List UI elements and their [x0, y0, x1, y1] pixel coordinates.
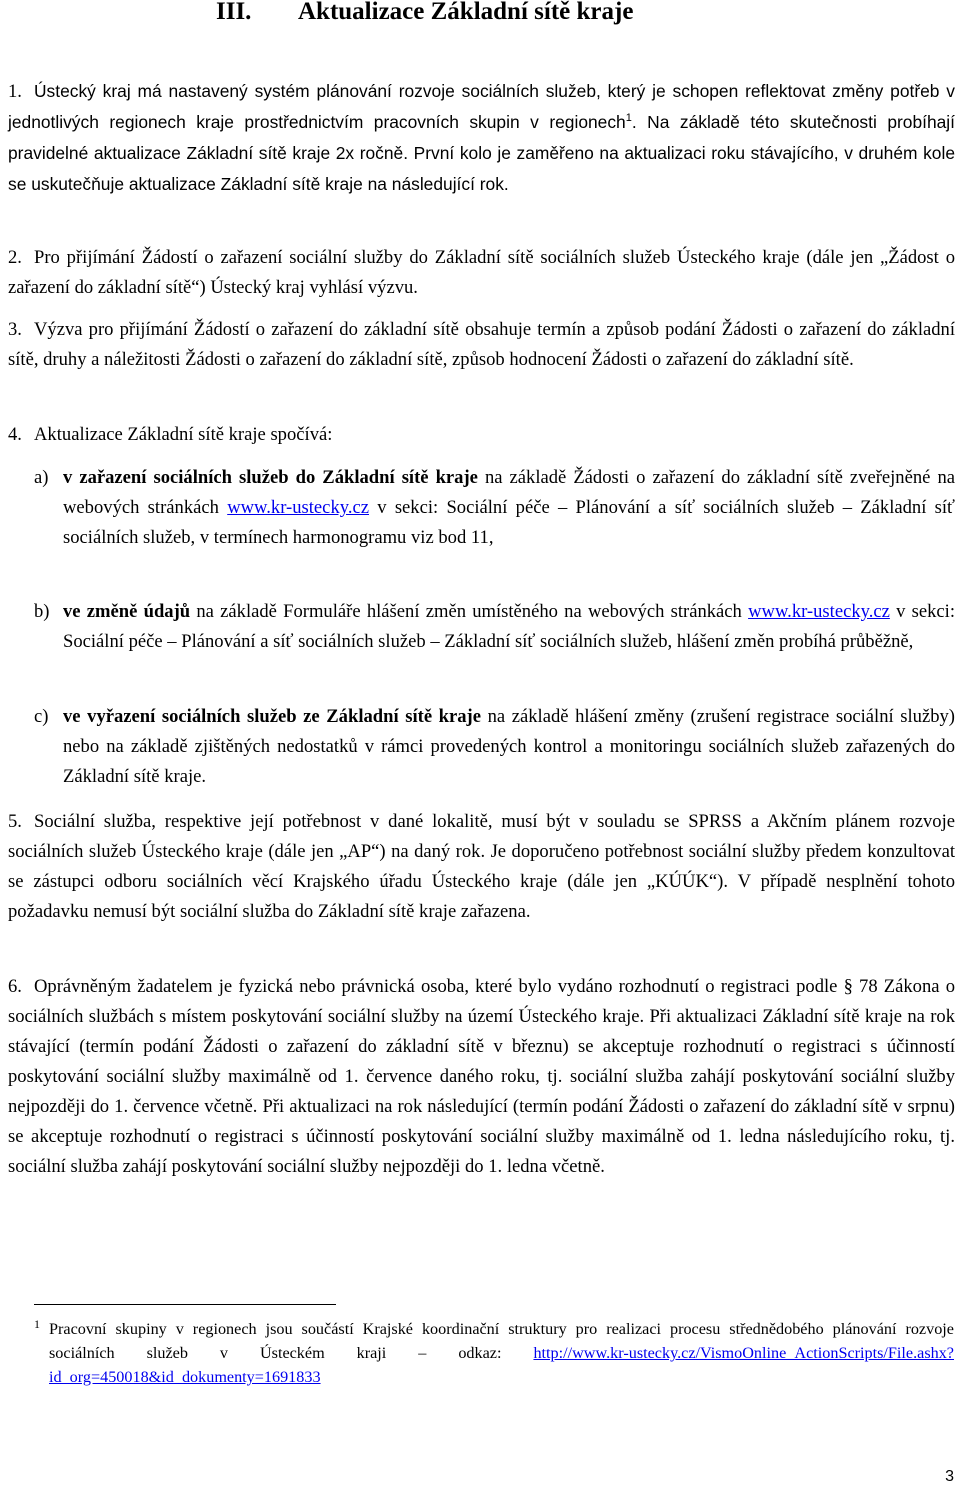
- sub-item-c: [34, 702, 955, 792]
- list-item-2: [8, 243, 955, 303]
- website-link[interactable]: www.kr-ustecky.cz: [748, 601, 890, 622]
- section-number: III.: [216, 0, 252, 25]
- footnote-link[interactable]: http://www.kr-ustecky.cz/VismoOnline_ActionScripts/File.ashx?id_org=450018&id_dokumenty=1691833: [49, 1344, 954, 1386]
- item-6-text: Oprávněným žadatelem je fyzická nebo právnická osoba, které bylo vydáno rozhodnutí o registraci podle § 78 Zákona o sociálních službách s místem poskytování sociální služby na území Ústeckého kraje. Při aktualizaci Základní sítě kraje na rok stávající (termín podání Žádosti o zařazení do základní sítě v březnu) se akceptuje rozhodnutí o registraci s účinností poskytování sociální služby maximálně od 1. července daného roku, tj. sociální služba zahájí poskytování sociální služby nejpozději do 1. července včetně. Při aktualizaci na rok následující (termín podání Žádosti o zařazení do základní sítě v srpnu) se akceptuje rozhodnutí o registraci s účinností poskytování sociální služby maximálně od 1. ledna následujícího roku, tj. sociální služba zahájí poskytování sociální služby nejpozději do 1. ledna včetně.: [8, 976, 955, 1177]
- sub-b-bold: ve změně údajů: [63, 601, 191, 622]
- sub-c-bold: ve vyřazení sociálních služeb ze Základní sítě kraje: [63, 706, 481, 727]
- item-number: 1.: [8, 81, 22, 102]
- page-number: 3: [945, 1468, 954, 1485]
- sub-b-text1: na základě Formuláře hlášení změn umístěného na webových stránkách: [190, 601, 749, 622]
- list-item-4: [8, 420, 955, 450]
- footnote-mark: 1: [34, 1317, 40, 1331]
- sub-c-text1: na základě hlášení změny (zrušení registrace sociální služby) nebo na základě zjištěných nedostatků v rámci provedených kontrol a monitoringu sociálních služeb zařazených do Základní sítě kraje.: [63, 706, 956, 787]
- list-item-5: [8, 807, 955, 927]
- item-5-text: Sociální služba, respektive její potřebnost v dané lokalitě, musí být v souladu se SPRSS a Akčním plánem rozvoje sociálních služeb Ústeckého kraje (dále jen „AP“) na daný rok. Je doporučeno potřebnost sociální služby předem konzultovat se zástupci odboru sociálních věcí Krajského úřadu Ústeckého kraje (dále jen „KÚÚK“). V případě nesplnění tohoto požadavku nemusí být sociální služba do Základní sítě kraje zařazena.: [8, 811, 955, 922]
- section-title: Aktualizace Základní sítě kraje: [298, 0, 634, 25]
- sub-item-letter: c): [34, 706, 49, 727]
- item-4-text: Aktualizace Základní sítě kraje spočívá:: [34, 424, 333, 445]
- footnote: [34, 1317, 954, 1389]
- sub-item-b: [34, 597, 955, 657]
- sub-item-a: [34, 463, 955, 553]
- item-1-text-part1: Ústecký kraj má nastavený systém plánování rozvoje sociálních služeb, který je schopen reflektovat změny potřeb v jednotlivých regionech kraje prostřednictvím pracovních skupin v regionech: [8, 81, 955, 132]
- item-number: 6.: [8, 976, 22, 997]
- item-number: 2.: [8, 247, 22, 268]
- item-number: 3.: [8, 319, 22, 340]
- sub-item-letter: a): [34, 467, 49, 488]
- footnote-text: Pracovní skupiny v regionech jsou součástí Krajské koordinační struktury pro realizaci procesu střednědobého plánování rozvoje sociálních služeb v Ústeckém kraji – odkaz:: [49, 1320, 954, 1362]
- item-number: 4.: [8, 424, 22, 445]
- item-number: 5.: [8, 811, 22, 832]
- list-item-1: [8, 76, 955, 200]
- item-2-text: Pro přijímání Žádostí o zařazení sociální služby do Základní sítě sociálních služeb Ústeckého kraje (dále jen „Žádost o zařazení do základní sítě“) Ústecký kraj vyhlásí výzvu.: [8, 247, 955, 298]
- sub-a-bold: v zařazení sociálních služeb do Základní sítě kraje: [63, 467, 478, 488]
- list-item-3: [8, 315, 955, 375]
- sub-a-text2: v sekci: Sociální péče – Plánování a síť sociálních služeb – Základní síť sociálních služeb, v termínech harmonogramu viz bod 11,: [63, 497, 955, 548]
- footnote-separator: [34, 1304, 336, 1305]
- sub-item-letter: b): [34, 601, 50, 622]
- list-item-6: [8, 972, 955, 1182]
- sub-a-text1: na základě Žádosti o zařazení do základní sítě zveřejněné na webových stránkách: [63, 467, 955, 518]
- item-1-text-part2: . Na základě této skutečnosti probíhají pravidelné aktualizace Základní sítě kraje 2x ročně. První kolo je zaměřeno na aktualizaci roku stávajícího, v druhém kole se uskutečňuje aktualizace Základní sítě kraje na následující rok.: [8, 112, 955, 194]
- website-link[interactable]: www.kr-ustecky.cz: [227, 497, 369, 518]
- footnote-reference[interactable]: 1: [625, 112, 632, 125]
- section-heading: [216, 0, 633, 26]
- item-3-text: Výzva pro přijímání Žádostí o zařazení do základní sítě obsahuje termín a způsob podání Žádosti o zařazení do základní sítě, druhy a náležitosti Žádosti o zařazení do základní sítě, způsob hodnocení Žádosti o zařazení do základní sítě.: [8, 319, 955, 370]
- sub-b-text2: v sekci: Sociální péče – Plánování a síť sociálních služeb – Základní síť sociálních služeb, hlášení změn probíhá průběžně,: [63, 601, 956, 652]
